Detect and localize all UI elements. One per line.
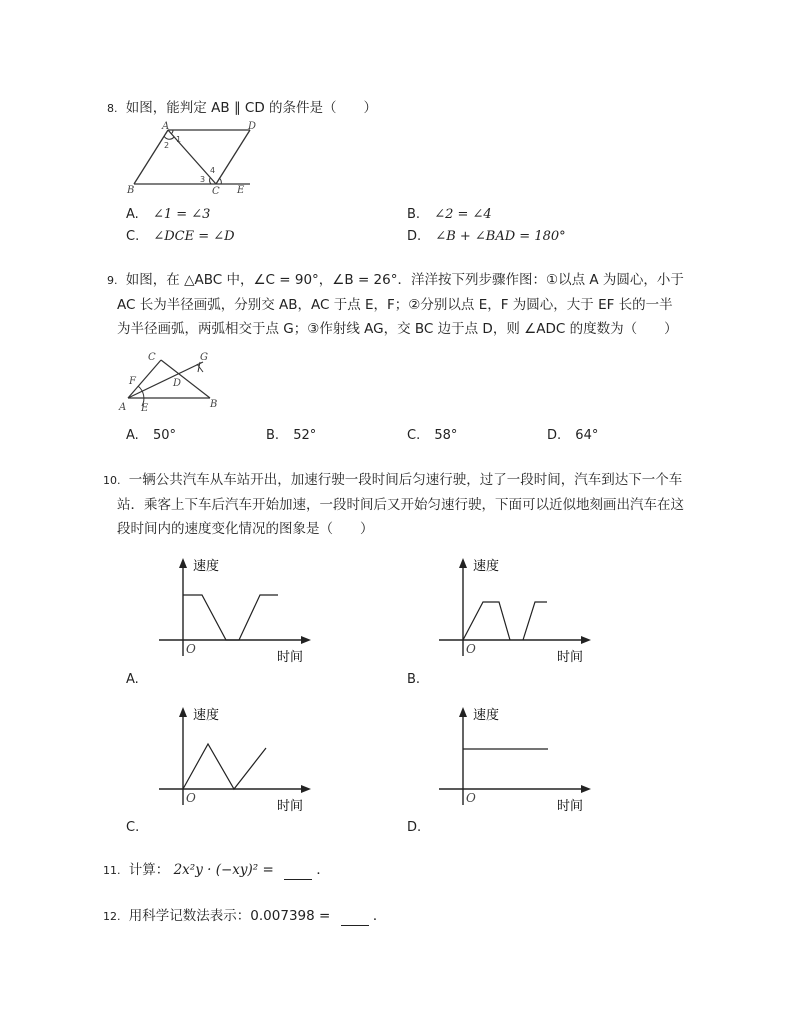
q10-c-x-label: 时间 (277, 799, 304, 814)
q9-figure (115, 348, 225, 418)
q8-option-a-text: ∠1 = ∠3 (152, 207, 211, 222)
q11-end: ． (316, 862, 330, 878)
q9-point-A: A (119, 402, 127, 413)
q9-point-G: G (200, 352, 208, 363)
q10-a-origin: O (186, 642, 196, 656)
q9-option-b-letter: B. (266, 428, 280, 443)
q10-line-3 (117, 520, 374, 538)
q8-option-c[interactable] (126, 229, 235, 244)
q8-text: 如图，能判定 AB ∥ CD 的条件是（ ） (125, 100, 378, 116)
q10-a-y-label: 速度 (193, 559, 220, 574)
q9-point-C: C (148, 352, 156, 363)
q8-option-d-letter: D. (407, 229, 422, 244)
q9-option-d-text: 64° (575, 428, 599, 443)
q9-text-3: 为半径画弧，两弧相交于点 G；③作射线 AG，交 BC 边于点 D，则 ∠ADC 的度数为（ ） (117, 321, 678, 337)
q9-line-2 (117, 296, 673, 314)
q10-line-2 (117, 496, 684, 514)
q8-option-a-letter: A. (126, 207, 139, 222)
q9-point-E: E (141, 403, 149, 414)
q8-option-a[interactable] (126, 207, 210, 222)
q9-option-a-letter: A. (126, 428, 139, 443)
q8-option-c-letter: C. (126, 229, 140, 244)
q8-angle-2: 2 (164, 141, 170, 150)
q8-option-c-text: ∠DCE = ∠D (153, 229, 235, 244)
q9-option-d-letter: D. (547, 428, 562, 443)
q8-option-d[interactable] (407, 229, 566, 244)
q8-option-b-text: ∠2 = ∠4 (434, 207, 492, 222)
q8-point-A: A (162, 121, 170, 132)
q9-text-2: AC 长为半径画弧，分别交 AB，AC 于点 E，F；②分别以点 E，F 为圆心，大于 EF 长的一半 (117, 297, 673, 313)
q12-line (103, 907, 386, 926)
q11-answer-blank[interactable] (284, 861, 312, 880)
q8-angle-3: 3 (200, 175, 206, 184)
q9-point-F: F (129, 376, 136, 387)
q10-c-origin: O (186, 791, 196, 805)
q9-number: 9. (107, 274, 118, 287)
q8-option-b[interactable] (407, 207, 492, 222)
q10-b-origin: O (466, 642, 476, 656)
q8-number: 8. (107, 102, 118, 115)
q9-option-c[interactable] (407, 428, 457, 443)
q11-line (103, 861, 330, 880)
q9-option-c-text: 58° (434, 428, 458, 443)
q8-option-d-text: ∠B + ∠BAD = 180° (435, 229, 566, 244)
q10-d-x-label: 时间 (557, 799, 584, 814)
q11-expression: 2x²y · (−xy)² = (173, 862, 274, 878)
q10-graph-c[interactable] (155, 701, 320, 819)
q10-graph-a[interactable] (155, 552, 320, 670)
q10-d-y-label: 速度 (473, 708, 500, 723)
q8-point-D: D (248, 121, 257, 132)
q9-line-3 (117, 320, 678, 338)
q12-end: ． (372, 908, 387, 924)
q10-number: 10. (103, 474, 121, 487)
q10-graph-d[interactable] (435, 701, 600, 819)
q8-angle-1: 1 (176, 135, 182, 144)
q9-line-1 (107, 271, 684, 290)
q9-option-b[interactable] (266, 428, 316, 443)
q12-number: 12. (103, 910, 121, 923)
q8-point-E: E (237, 185, 245, 196)
q10-b-y-label: 速度 (473, 559, 500, 574)
q11-number: 11. (103, 864, 121, 877)
q9-option-a-text: 50° (152, 428, 176, 443)
q9-option-a[interactable] (126, 428, 176, 443)
q9-point-D: D (173, 378, 182, 389)
q10-option-b[interactable]: B. (407, 672, 421, 687)
q10-d-origin: O (466, 791, 476, 805)
q9-point-B: B (210, 399, 218, 410)
q10-c-y-label: 速度 (193, 708, 220, 723)
q10-text-1: 一辆公共汽车从车站开出，加速行驶一段时间后匀速行驶，过了一段时间，汽车到达下一个车 (128, 472, 683, 488)
q8-figure (120, 118, 260, 198)
q11-prefix: 计算： (128, 862, 170, 878)
q9-text-1: 如图，在 △ABC 中，∠C = 90°，∠B = 26°．洋洋按下列步骤作图：①以点 A 为圆心，小于 (125, 272, 684, 288)
q10-option-d[interactable]: D. (407, 820, 422, 835)
q10-line-1 (103, 471, 682, 490)
q8-point-C: C (212, 186, 220, 197)
q10-text-3: 段时间内的速度变化情况的图象是（ ） (117, 521, 374, 537)
q9-option-d[interactable] (547, 428, 598, 443)
q12-answer-blank[interactable] (341, 907, 369, 926)
q8-stem (107, 99, 377, 118)
q10-graph-b[interactable] (435, 552, 600, 670)
q10-b-x-label: 时间 (557, 650, 584, 665)
q8-point-B: B (127, 185, 135, 196)
q10-option-c[interactable]: C. (126, 820, 140, 835)
q10-a-x-label: 时间 (277, 650, 304, 665)
q8-option-b-letter: B. (407, 207, 421, 222)
q9-option-b-text: 52° (293, 428, 317, 443)
q8-angle-4: 4 (210, 166, 216, 175)
q10-option-a[interactable]: A. (126, 672, 139, 687)
q10-text-2: 站．乘客上下车后汽车开始加速，一段时间后又开始匀速行驶，下面可以近似地刻画出汽车在这 (117, 497, 684, 513)
q9-option-c-letter: C. (407, 428, 421, 443)
q12-text: 用科学记数法表示：0.007398 = (128, 908, 331, 924)
